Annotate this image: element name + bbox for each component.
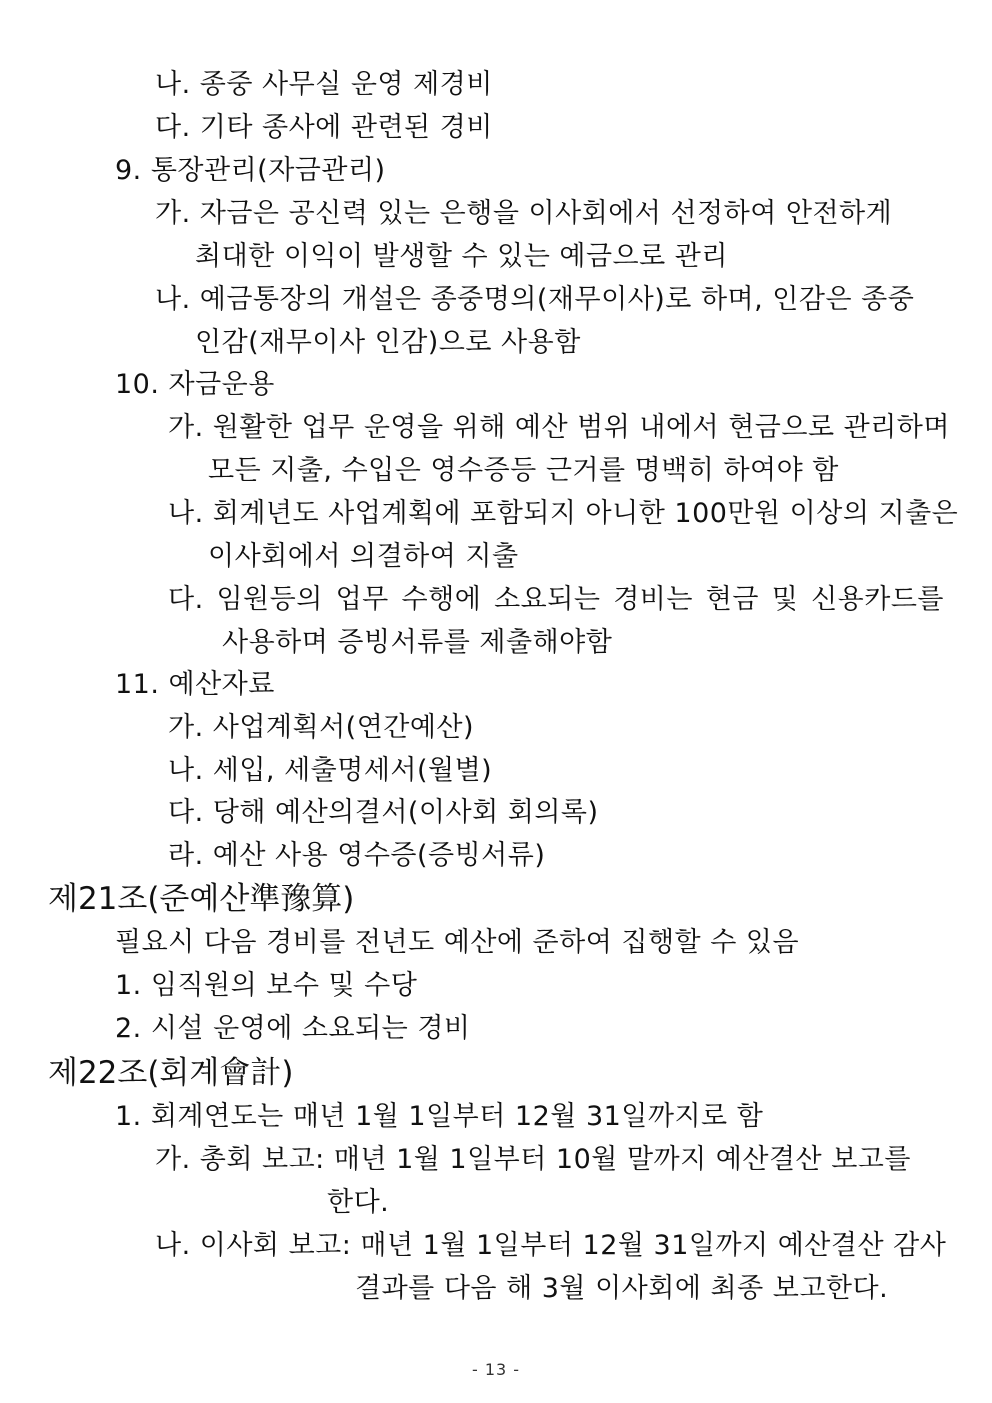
section-heading: 9. 통장관리(자금관리) <box>115 155 386 186</box>
list-item: 가. 원활한 업무 운영을 위해 예산 범위 내에서 현금으로 관리하며 <box>168 412 950 443</box>
article-heading: 제22조(회계會計) <box>48 1055 294 1091</box>
list-item: 다. 당해 예산의결서(이사회 회의록) <box>168 797 599 828</box>
section-heading: 11. 예산자료 <box>115 669 275 700</box>
list-item: 나. 회계년도 사업계획에 포함되지 아니한 100만원 이상의 지출은 <box>168 498 959 529</box>
list-item: 2. 시설 운영에 소요되는 경비 <box>115 1013 471 1044</box>
list-item-continuation: 모든 지출, 수입은 영수증등 근거를 명백히 하여야 함 <box>208 455 839 486</box>
list-item: 가. 자금은 공신력 있는 은행을 이사회에서 선정하여 안전하게 <box>155 198 893 229</box>
page-number: - 13 - <box>471 1360 521 1379</box>
list-item-continuation: 이사회에서 의결하여 지출 <box>208 541 519 572</box>
list-item: 라. 예산 사용 영수증(증빙서류) <box>168 840 546 871</box>
list-item-continuation: 결과를 다음 해 3월 이사회에 최종 보고한다. <box>355 1273 889 1304</box>
list-item-continuation: 한다. <box>327 1187 390 1218</box>
list-item-continuation: 최대한 이익이 발생할 수 있는 예금으로 관리 <box>195 241 728 272</box>
paragraph: 필요시 다음 경비를 전년도 예산에 준하여 집행할 수 있음 <box>115 927 800 958</box>
list-item: 나. 세입, 세출명세서(월별) <box>168 755 493 786</box>
list-item: 가. 총회 보고: 매년 1월 1일부터 10월 말까지 예산결산 보고를 <box>155 1144 911 1175</box>
list-item: 나. 종중 사무실 운영 제경비 <box>155 69 493 100</box>
list-item: 다. 기타 종사에 관련된 경비 <box>155 112 493 143</box>
list-item-continuation: 사용하며 증빙서류를 제출해야함 <box>222 627 613 658</box>
list-item: 다. 임원등의 업무 수행에 소요되는 경비는 현금 및 신용카드를 <box>168 584 944 615</box>
list-item: 나. 이사회 보고: 매년 1월 1일부터 12월 31일까지 예산결산 감사 <box>155 1230 947 1261</box>
list-item: 가. 사업계획서(연간예산) <box>168 712 475 743</box>
list-item: 1. 회계연도는 매년 1월 1일부터 12월 31일까지로 함 <box>115 1101 764 1132</box>
section-heading: 10. 자금운용 <box>115 369 275 400</box>
list-item: 1. 임직원의 보수 및 수당 <box>115 970 418 1001</box>
list-item: 나. 예금통장의 개설은 종중명의(재무이사)로 하며, 인감은 종중 <box>155 284 915 315</box>
list-item-continuation: 인감(재무이사 인감)으로 사용함 <box>195 327 581 358</box>
article-heading: 제21조(준예산準豫算) <box>48 881 355 917</box>
